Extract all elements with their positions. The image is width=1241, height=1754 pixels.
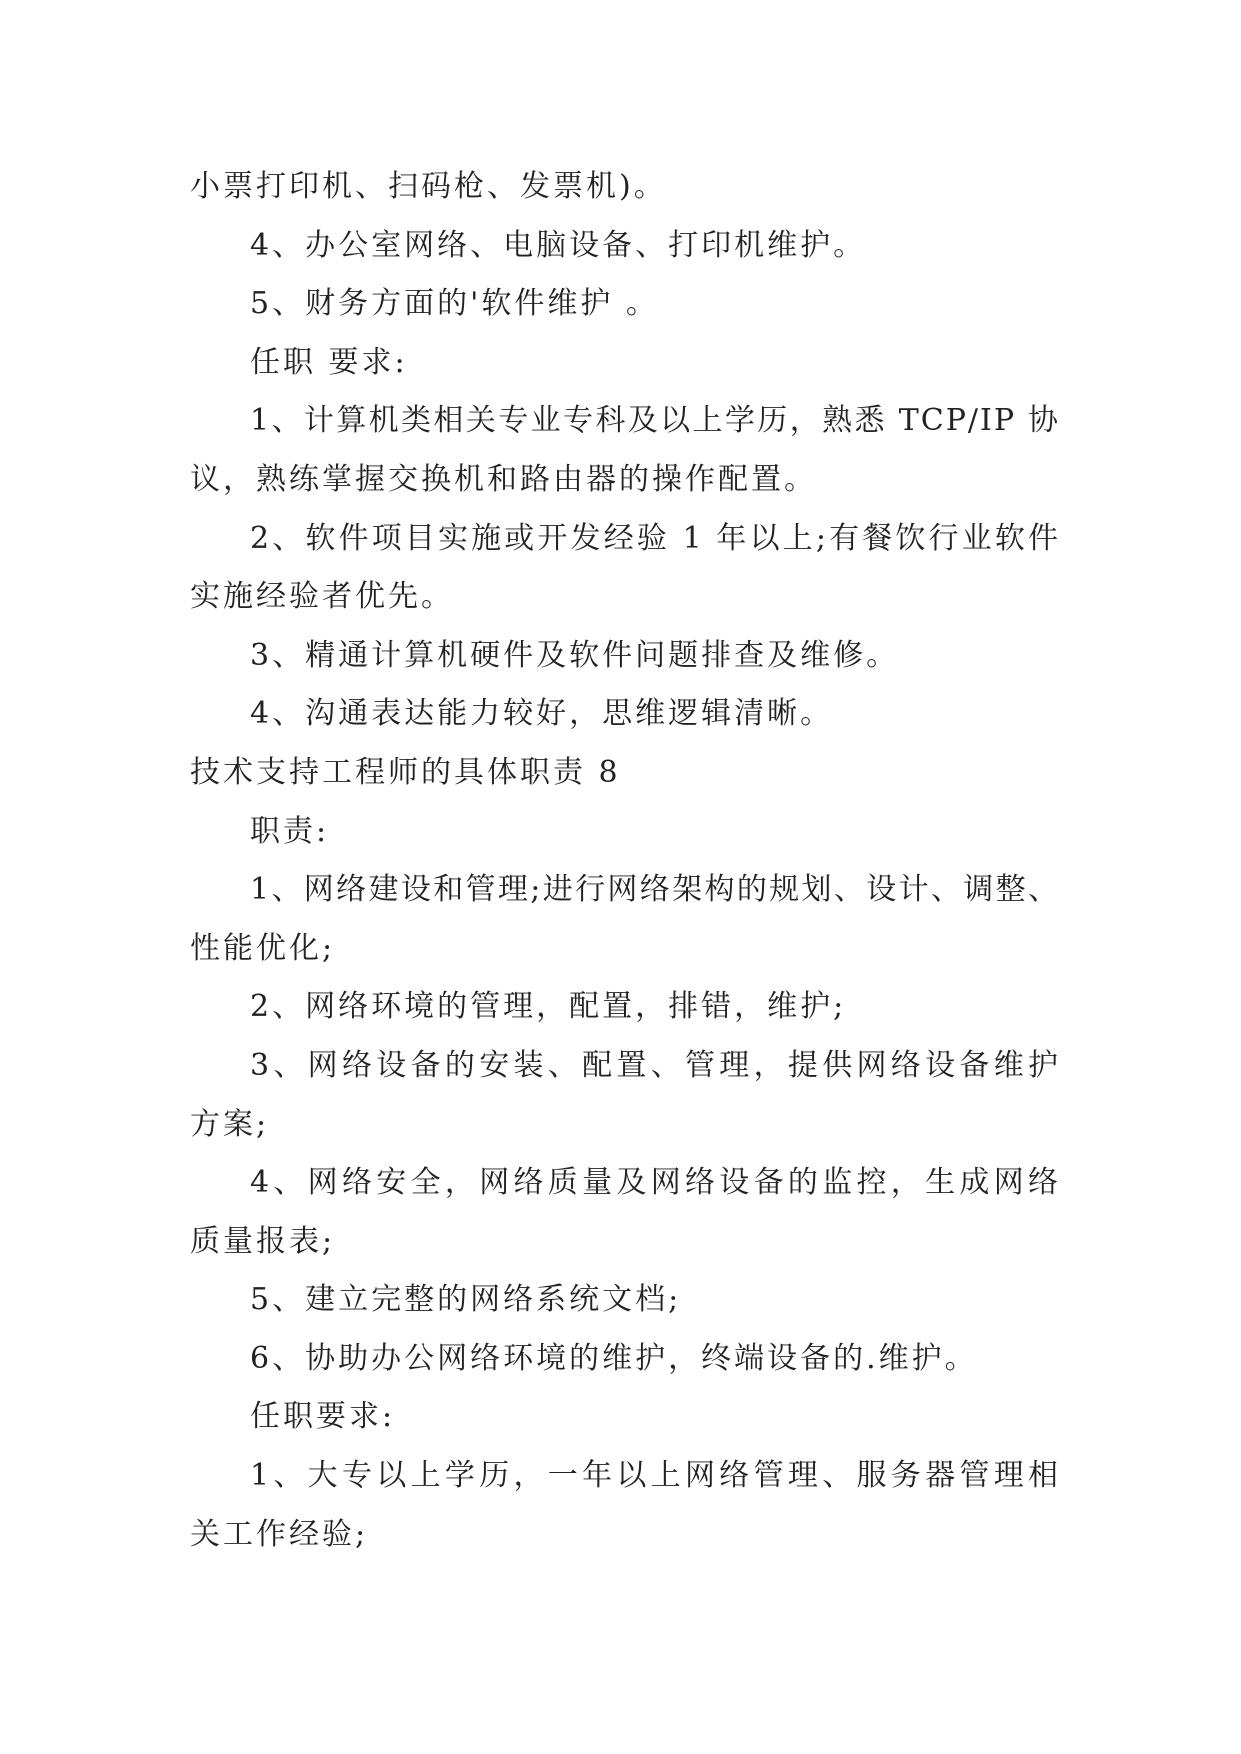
document-body [190, 158, 1060, 1564]
text-line: 1、计算机类相关专业专科及以上学历，熟悉 TCP/IP 协 [250, 403, 1060, 439]
text-line: 2、软件项目实施或开发经验 1 年以上;有餐饮行业软件 [250, 520, 1060, 556]
text-line: 实施经验者优先。 [190, 579, 454, 615]
text-line: 任职 要求: [250, 344, 408, 380]
text-line: 4、办公室网络、电脑设备、打印机维护。 [250, 227, 867, 263]
text-line: 4、网络安全，网络质量及网络设备的监控，生成网络 [250, 1165, 1060, 1201]
text-line: 1、网络建设和管理;进行网络架构的规划、设计、调整、 [250, 872, 1060, 908]
text-line: 3、精通计算机硬件及软件问题排查及维修。 [250, 637, 900, 673]
text-line: 小票打印机、扫码枪、发票机)。 [190, 169, 667, 204]
text-line: 方案; [190, 1106, 270, 1142]
text-line: 质量报表; [190, 1223, 336, 1259]
text-line: 5、财务方面的'软件维护 。 [250, 286, 659, 322]
text-line: 4、沟通表达能力较好，思维逻辑清晰。 [250, 696, 834, 732]
text-line: 技术支持工程师的具体职责 8 [190, 754, 621, 790]
text-line: 任职要求: [250, 1399, 396, 1435]
text-line: 性能优化; [190, 930, 336, 966]
text-line: 职责: [250, 813, 330, 849]
text-line: 3、网络设备的安装、配置、管理，提供网络设备维护 [250, 1047, 1060, 1083]
text-line: 议，熟练掌握交换机和路由器的操作配置。 [190, 461, 817, 497]
text-line: 关工作经验; [190, 1516, 369, 1552]
text-line: 5、建立完整的网络系统文档; [250, 1282, 682, 1318]
text-line: 2、网络环境的管理，配置，排错，维护; [250, 989, 847, 1025]
text-line: 6、协助办公网络环境的维护，终端设备的.维护。 [250, 1340, 978, 1376]
text-line: 1、大专以上学历，一年以上网络管理、服务器管理相 [250, 1458, 1060, 1494]
